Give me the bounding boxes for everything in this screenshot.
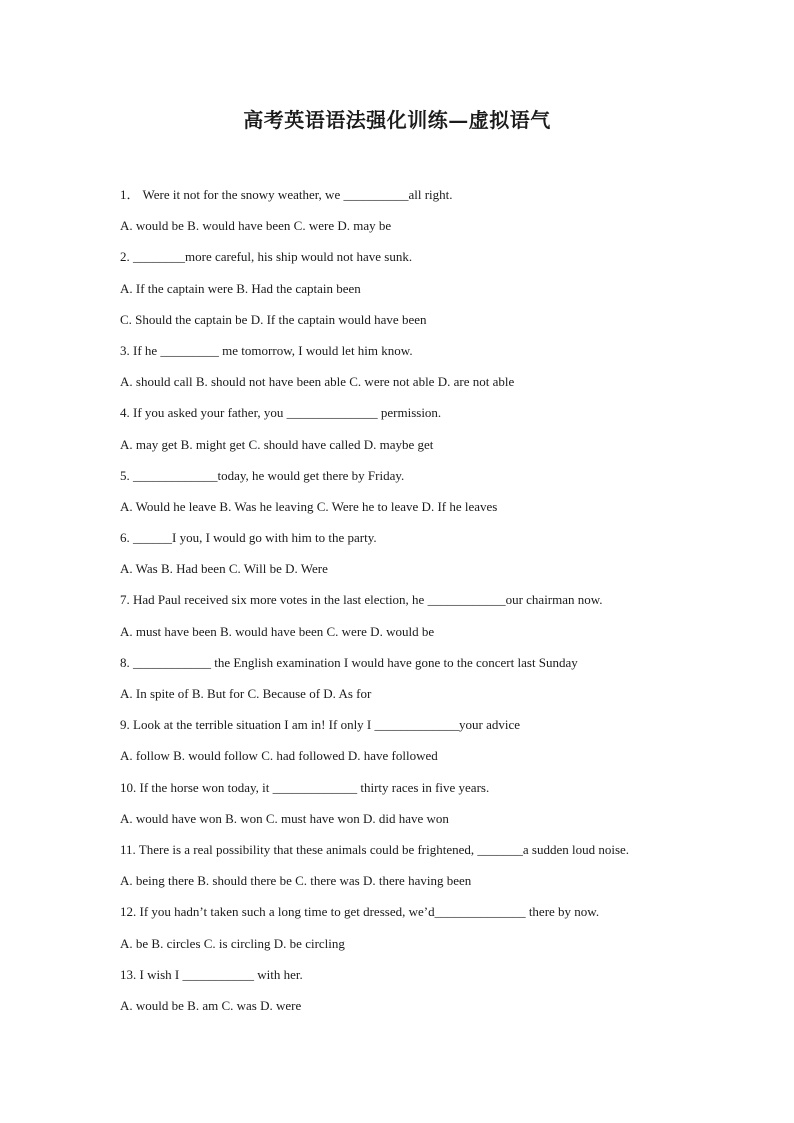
question-5: 5. _____________today, he would get there by Friday. (120, 467, 405, 483)
question-4-options: A. may get B. might get C. should have called D. maybe get (120, 436, 434, 452)
question-10: 10. If the horse won today, it _____________ thirty races in five years. (120, 779, 490, 795)
question-2-options-cd: C. Should the captain be D. If the captain would have been (120, 311, 427, 327)
question-list (120, 183, 720, 1025)
question-11-options: A. being there B. should there be C. there was D. there having been (120, 873, 472, 889)
question-7: 7. Had Paul received six more votes in the last election, he ____________our chairman now. (120, 592, 603, 608)
question-3: 3. If he _________ me tomorrow, I would let him know. (120, 342, 413, 358)
question-12-options: A. be B. circles C. is circling D. be circling (120, 935, 345, 951)
question-13-options: A. would be B. am C. was D. were (120, 997, 302, 1013)
question-4: 4. If you asked your father, you ______________ permission. (120, 405, 442, 421)
question-7-options: A. must have been B. would have been C. were D. would be (120, 623, 435, 639)
question-2: 2. ________more careful, his ship would not have sunk. (120, 249, 413, 265)
question-9: 9. Look at the terrible situation I am in! If only I _____________your advice (120, 717, 521, 733)
question-3-options: A. should call B. should not have been able C. were not able D. are not able (120, 374, 515, 390)
question-5-options: A. Would he leave B. Was he leaving C. Were he to leave D. If he leaves (120, 498, 498, 514)
question-10-options: A. would have won B. won C. must have won D. did have won (120, 810, 449, 826)
question-12: 12. If you hadn’t taken such a long time to get dressed, we’d______________ there by now. (120, 904, 600, 920)
question-8: 8. ____________ the English examination I would have gone to the concert last Sunday (120, 654, 578, 670)
page-title: 高考英语语法强化训练—虚拟语气 (243, 108, 551, 132)
question-13: 13. I wish I ___________ with her. (120, 966, 303, 982)
question-9-options: A. follow B. would follow C. had followed D. have followed (120, 748, 438, 764)
question-6: 6. ______I you, I would go with him to the party. (120, 530, 377, 546)
question-2-options-ab: A. If the captain were B. Had the captain been (120, 280, 361, 296)
question-1-options: A. would be B. would have been C. were D. may be (120, 218, 392, 234)
question-1: 1． Were it not for the snowy weather, we __________all right. (120, 187, 453, 202)
question-11: 11. There is a real possibility that these animals could be frightened, _______a sudden loud noise. (120, 841, 630, 857)
question-8-options: A. In spite of B. But for C. Because of D. As for (120, 686, 372, 701)
question-6-options: A. Was B. Had been C. Will be D. Were (120, 561, 328, 577)
